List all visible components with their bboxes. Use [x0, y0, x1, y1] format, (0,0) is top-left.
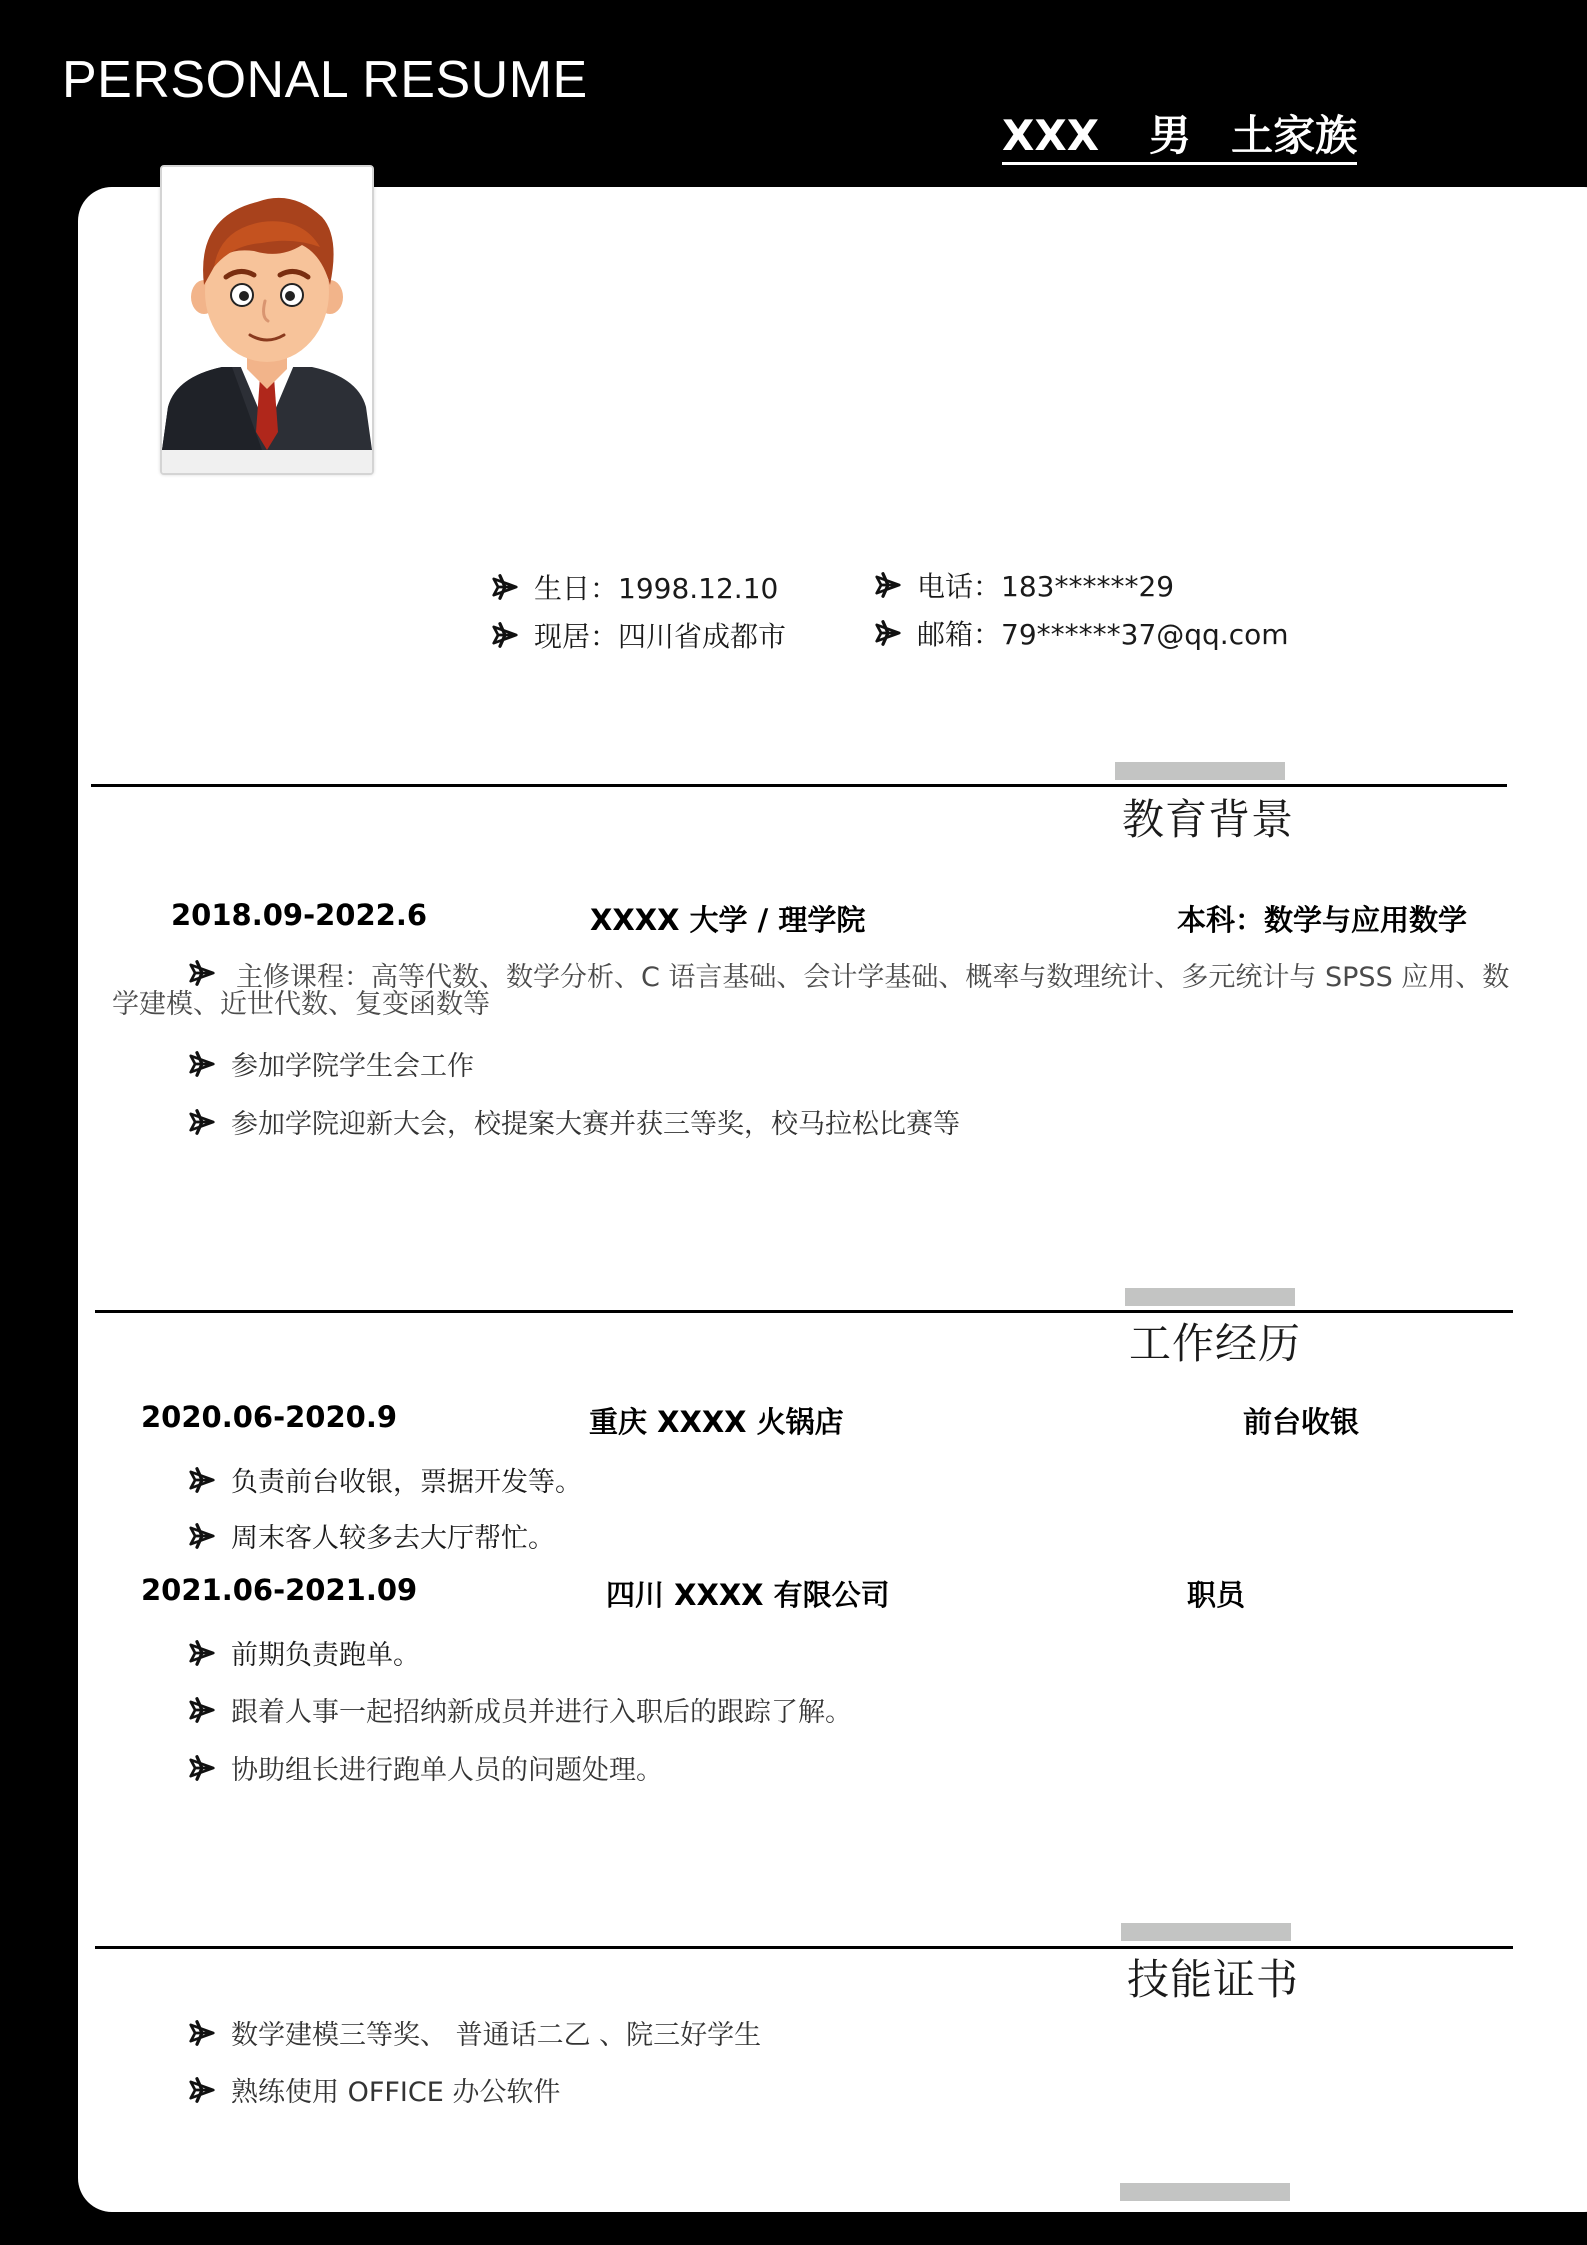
airplane-icon	[490, 572, 520, 602]
section-tab	[1120, 2183, 1290, 2201]
job-period: 2020.06-2020.9	[141, 1400, 398, 1434]
section-tab	[1121, 1923, 1291, 1941]
airplane-icon	[490, 620, 520, 650]
airplane-icon	[187, 1753, 217, 1783]
section-divider	[95, 1946, 1513, 1949]
airplane-icon	[187, 1521, 217, 1551]
airplane-icon	[187, 1049, 217, 1079]
job-role: 职员	[1187, 1578, 1246, 1612]
photo-frame	[160, 165, 374, 475]
avatar-man-suit-icon	[162, 167, 372, 473]
job-item: 协助组长进行跑单人员的问题处理。	[187, 1748, 663, 1787]
contact-residence: 现居：四川省成都市	[490, 620, 786, 654]
section-divider	[91, 784, 1507, 787]
section-tab	[1115, 762, 1285, 780]
section-tab	[1125, 1288, 1295, 1306]
airplane-icon	[873, 618, 903, 648]
contact-birthday: 生日：1998.12.10	[490, 572, 778, 606]
identity-line	[1002, 110, 1357, 165]
resume-card	[78, 187, 1587, 2212]
work-title: 工作经历	[1129, 1319, 1302, 1368]
job-role: 前台收银	[1243, 1405, 1360, 1439]
airplane-icon	[187, 1695, 217, 1725]
contact-phone: 电话：183******29	[873, 570, 1174, 604]
education-courses: 主修课程：高等代数、数学分析、C 语言基础、会计学基础、概率与数理统计、多元统计与 SPSS 应用、数学建模、近世代数、复变函数等	[112, 962, 1510, 1020]
job-company: 重庆 XXXX 火锅店	[589, 1405, 844, 1439]
education-degree: 本科：数学与应用数学	[1177, 903, 1468, 937]
education-item: 参加学院学生会工作	[187, 1044, 474, 1083]
airplane-icon	[187, 1638, 217, 1668]
education-school: XXXX 大学 / 理学院	[590, 903, 866, 937]
education-item: 参加学院迎新大会，校提案大赛并获三等奖，校马拉松比赛等	[187, 1102, 960, 1141]
airplane-icon	[187, 1107, 217, 1137]
name: XXX	[1002, 111, 1100, 160]
airplane-icon	[187, 1465, 217, 1495]
skill-item: 熟练使用 OFFICE 办公软件	[187, 2070, 560, 2109]
job-period: 2021.06-2021.09	[141, 1573, 418, 1607]
job-item: 周末客人较多去大厅帮忙。	[187, 1516, 555, 1555]
job-item: 负责前台收银，票据开发等。	[187, 1460, 582, 1499]
contact-email: 邮箱：79******37@qq.com	[873, 618, 1289, 652]
job-item: 前期负责跑单。	[187, 1633, 420, 1672]
education-title: 教育背景	[1122, 795, 1295, 844]
ethnicity: 土家族	[1231, 111, 1358, 160]
resume-title: PERSONAL RESUME	[62, 51, 588, 109]
skill-item: 数学建模三等奖、 普通话二乙 、院三好学生	[187, 2013, 761, 2052]
gender: 男	[1149, 111, 1192, 160]
airplane-icon	[187, 2075, 217, 2105]
airplane-icon	[873, 570, 903, 600]
job-company: 四川 XXXX 有限公司	[606, 1578, 890, 1612]
skills-title: 技能证书	[1127, 1955, 1300, 2004]
education-period: 2018.09-2022.6	[171, 898, 428, 932]
airplane-icon	[187, 2018, 217, 2048]
job-item: 跟着人事一起招纳新成员并进行入职后的跟踪了解。	[187, 1690, 852, 1729]
